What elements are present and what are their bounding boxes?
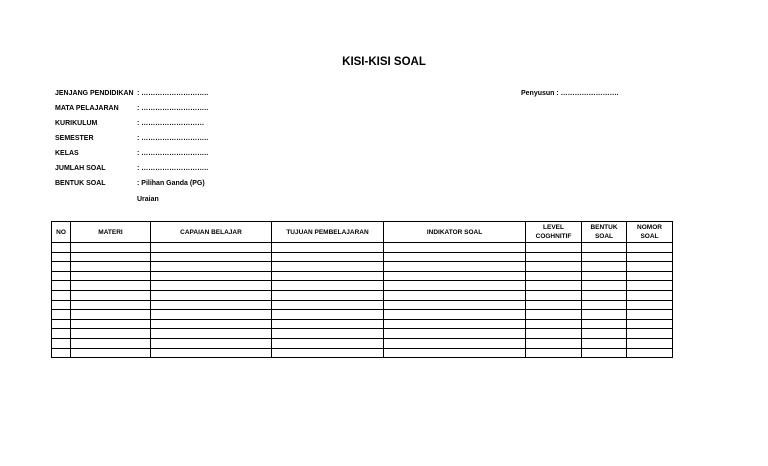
table-cell	[627, 290, 673, 300]
header-capaian-belajar: CAPAIAN BELAJAR	[151, 222, 272, 243]
table-row	[52, 338, 673, 348]
field-value: : ………………………..	[137, 135, 209, 142]
table-cell	[384, 338, 526, 348]
table-cell	[272, 319, 384, 329]
table-cell	[582, 319, 627, 329]
field-kurikulum	[55, 120, 204, 127]
table-cell	[71, 262, 151, 272]
table-cell	[151, 348, 272, 358]
table-cell	[151, 319, 272, 329]
field-label: JENJANG PENDIDIKAN	[55, 90, 134, 97]
table-cell	[384, 262, 526, 272]
table-cell	[272, 348, 384, 358]
table-cell	[384, 329, 526, 339]
table-row	[52, 290, 673, 300]
table-cell	[151, 300, 272, 310]
table-cell	[582, 243, 627, 253]
table-cell	[272, 310, 384, 320]
table-cell	[526, 290, 582, 300]
table-cell	[151, 290, 272, 300]
table-cell	[272, 281, 384, 291]
table-row	[52, 243, 673, 253]
field-label: KURIKULUM	[55, 120, 98, 127]
table-cell	[627, 300, 673, 310]
table-cell	[71, 310, 151, 320]
table-cell	[151, 310, 272, 320]
header-level-cognitif: LEVEL COGHNITIF	[526, 222, 582, 243]
table-cell	[272, 338, 384, 348]
table-cell	[151, 271, 272, 281]
table-cell	[71, 243, 151, 253]
field-value: : Pilihan Ganda (PG)	[137, 180, 205, 187]
field-label: BENTUK SOAL	[55, 180, 106, 187]
table-cell	[627, 262, 673, 272]
table-cell	[71, 300, 151, 310]
field-mata-pelajaran	[55, 105, 208, 112]
table-cell	[582, 290, 627, 300]
field-bentuk-soal	[55, 180, 205, 187]
table-cell	[627, 319, 673, 329]
table-cell	[151, 329, 272, 339]
table-cell	[151, 262, 272, 272]
table-cell	[71, 348, 151, 358]
table-cell	[627, 329, 673, 339]
table-cell	[627, 338, 673, 348]
table-cell	[384, 290, 526, 300]
table-cell	[71, 281, 151, 291]
table-cell	[52, 310, 71, 320]
field-value: : ………………………..	[137, 90, 209, 97]
table-cell	[526, 319, 582, 329]
table-cell	[52, 252, 71, 262]
header-no: NO	[52, 222, 71, 243]
header-bentuk-soal: BENTUK SOAL	[582, 222, 627, 243]
field-label: MATA PELAJARAN	[55, 105, 119, 112]
table-cell	[526, 252, 582, 262]
table-cell	[272, 252, 384, 262]
table-cell	[526, 329, 582, 339]
table-cell	[52, 243, 71, 253]
table-cell	[526, 348, 582, 358]
table-row	[52, 319, 673, 329]
table-row	[52, 310, 673, 320]
field-jumlah-soal	[55, 165, 208, 172]
kisi-kisi-table	[51, 221, 673, 358]
table-cell	[151, 243, 272, 253]
table-row	[52, 271, 673, 281]
table-cell	[52, 290, 71, 300]
table-cell	[582, 271, 627, 281]
header-tujuan-pembelajaran: TUJUAN PEMBELAJARAN	[272, 222, 384, 243]
table-cell	[526, 243, 582, 253]
field-semester	[55, 135, 208, 142]
table-cell	[151, 252, 272, 262]
table-cell	[627, 310, 673, 320]
table-cell	[526, 310, 582, 320]
header-nomor-soal: NOMOR SOAL	[627, 222, 673, 243]
table-cell	[52, 262, 71, 272]
header-indikator-soal: INDIKATOR SOAL	[384, 222, 526, 243]
table-row	[52, 252, 673, 262]
table-cell	[384, 348, 526, 358]
table-cell	[582, 310, 627, 320]
table-cell	[272, 262, 384, 272]
table-cell	[627, 243, 673, 253]
table-cell	[526, 281, 582, 291]
field-value: : ………………………..	[137, 165, 209, 172]
table-cell	[384, 271, 526, 281]
table-cell	[272, 243, 384, 253]
table-cell	[71, 252, 151, 262]
field-label: JUMLAH SOAL	[55, 165, 106, 172]
table-cell	[526, 300, 582, 310]
table-cell	[582, 348, 627, 358]
table-cell	[582, 300, 627, 310]
table-row	[52, 281, 673, 291]
table-cell	[52, 281, 71, 291]
table-cell	[627, 252, 673, 262]
table-cell	[151, 338, 272, 348]
table-cell	[384, 243, 526, 253]
bentuk-soal-uraian: Uraian	[137, 196, 159, 203]
table-cell	[384, 252, 526, 262]
table-cell	[52, 348, 71, 358]
table-cell	[272, 290, 384, 300]
penyusun-field: Penyusun : …………………….	[521, 90, 619, 97]
table-cell	[71, 329, 151, 339]
table-cell	[627, 271, 673, 281]
table-cell	[272, 300, 384, 310]
field-value: : ………………………..	[137, 150, 209, 157]
table-cell	[52, 338, 71, 348]
table-cell	[52, 271, 71, 281]
table-cell	[582, 338, 627, 348]
table-cell	[71, 319, 151, 329]
header-materi: MATERI	[71, 222, 151, 243]
table-cell	[582, 281, 627, 291]
table-cell	[526, 338, 582, 348]
table-row	[52, 262, 673, 272]
field-jenjang-pendidikan	[55, 90, 208, 97]
table-cell	[52, 319, 71, 329]
table-cell	[272, 271, 384, 281]
table-cell	[582, 252, 627, 262]
table-cell	[384, 310, 526, 320]
table-cell	[52, 300, 71, 310]
table-cell	[384, 281, 526, 291]
table-cell	[526, 271, 582, 281]
table-body	[52, 243, 673, 358]
table-cell	[582, 262, 627, 272]
field-label: SEMESTER	[55, 135, 94, 142]
field-label: KELAS	[55, 150, 79, 157]
table-cell	[627, 281, 673, 291]
table-cell	[384, 319, 526, 329]
table-cell	[627, 348, 673, 358]
field-value: : ………………………	[137, 120, 205, 127]
table-row	[52, 300, 673, 310]
table-cell	[52, 329, 71, 339]
table-cell	[151, 281, 272, 291]
table-cell	[71, 271, 151, 281]
table-cell	[384, 300, 526, 310]
document-title: KISI-KISI SOAL	[342, 56, 426, 68]
table-cell	[526, 262, 582, 272]
field-value: : ………………………..	[137, 105, 209, 112]
table-row	[52, 348, 673, 358]
table-cell	[71, 338, 151, 348]
field-kelas	[55, 150, 208, 157]
table-row	[52, 329, 673, 339]
table-cell	[582, 329, 627, 339]
table-cell	[272, 329, 384, 339]
table-header-row	[52, 222, 673, 243]
table-cell	[71, 290, 151, 300]
